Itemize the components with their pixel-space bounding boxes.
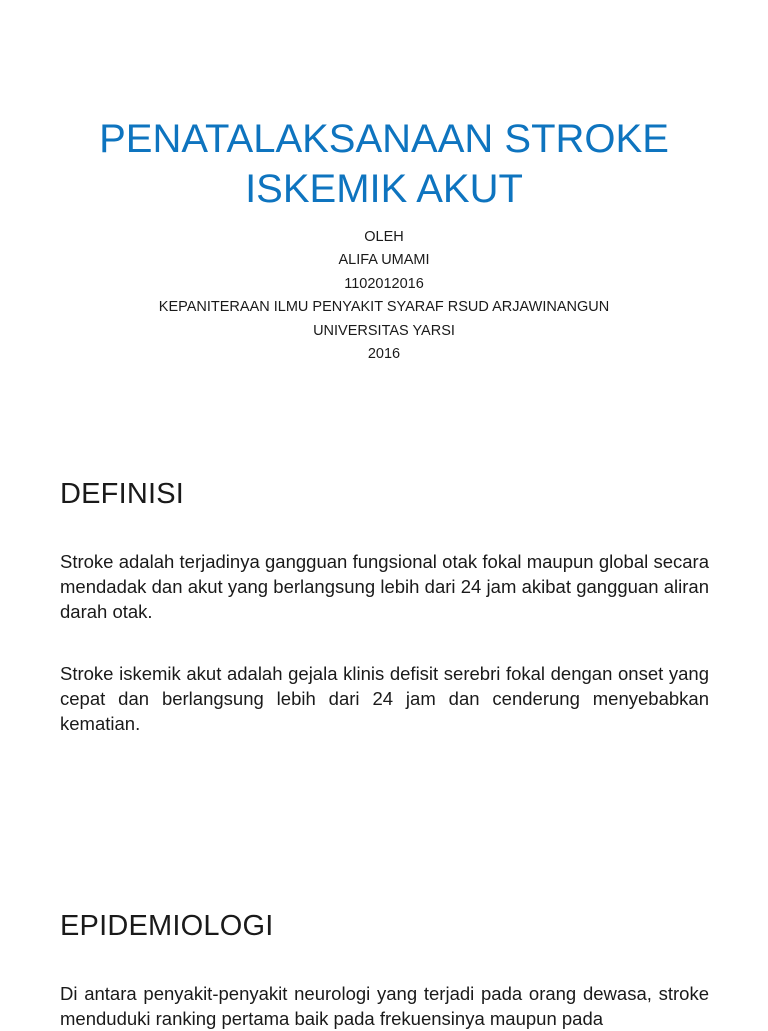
author-info — [40, 226, 728, 366]
title-line-1: PENATALAKSANAAN STROKE — [99, 117, 669, 161]
department: KEPANITERAAN ILMU PENYAKIT SYARAF RSUD ARJAWINANGUN — [158, 299, 610, 316]
student-id: 1102012016 — [344, 275, 424, 292]
presentation-title — [40, 114, 728, 214]
author-name: ALIFA UMAMI — [338, 252, 430, 269]
definition-slide — [0, 432, 768, 864]
title-slide — [0, 0, 768, 432]
epidemiology-slide — [0, 864, 768, 1029]
definition-heading: DEFINISI — [60, 478, 185, 510]
title-line-2: ISKEMIK AKUT — [245, 167, 523, 211]
definition-paragraph-2: Stroke iskemik akut adalah gejala klinis defisit serebri fokal dengan onset yang cepat dan berlangsung lebih dari 24 jam dan cenderung menyebabkan kematian. — [60, 663, 709, 734]
definition-paragraph-1: Stroke adalah terjadinya gangguan fungsional otak fokal maupun global secara mendadak dan akut yang berlangsung lebih dari 24 jam akibat gangguan aliran darah otak. — [60, 551, 709, 622]
epidemiology-heading: EPIDEMIOLOGI — [60, 910, 274, 942]
epidemiology-paragraph-1: Di antara penyakit-penyakit neurologi yang terjadi pada orang dewasa, stroke menduduki ranking pertama baik pada frekuensinya maupun pada — [60, 983, 709, 1029]
author-by-label: OLEH — [364, 229, 404, 245]
year: 2016 — [367, 346, 401, 363]
university: UNIVERSITAS YARSI — [313, 322, 455, 339]
